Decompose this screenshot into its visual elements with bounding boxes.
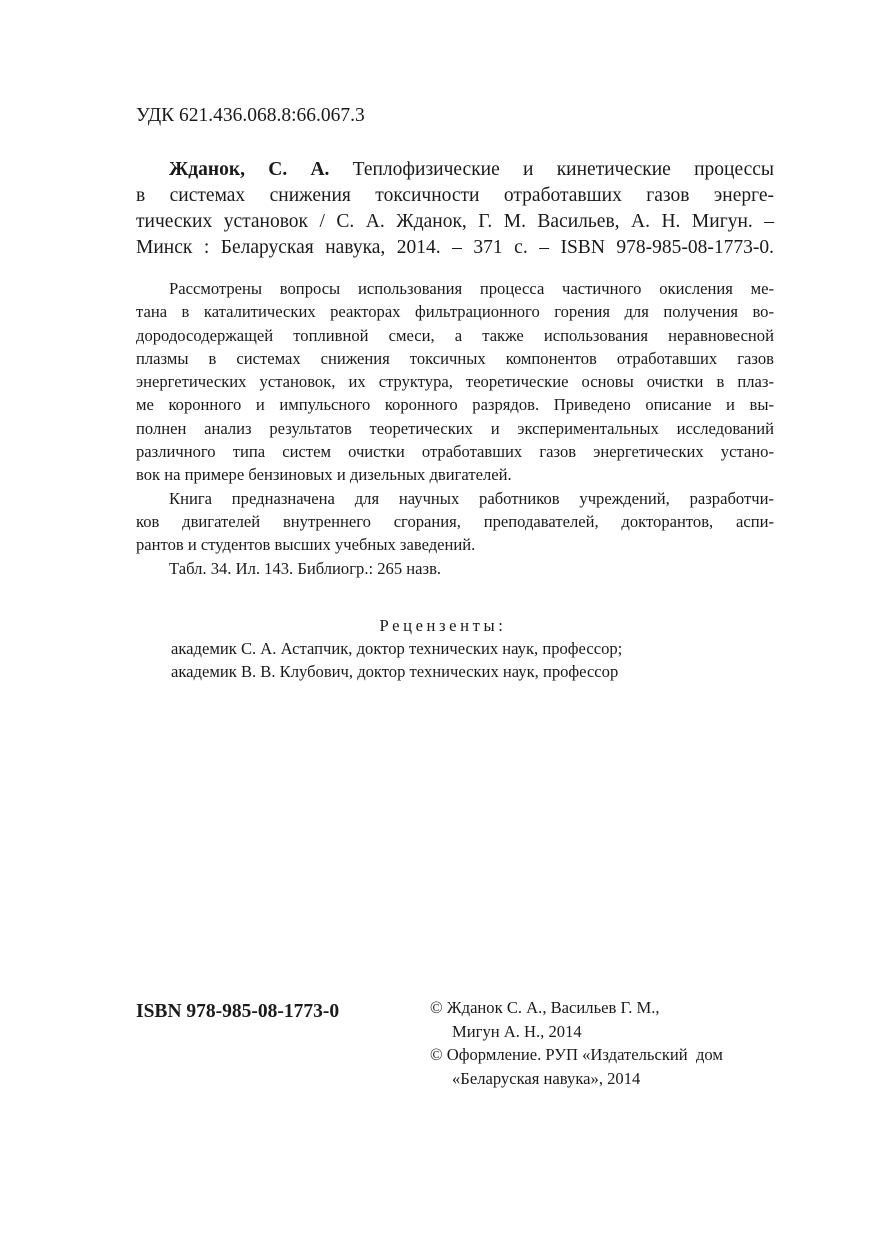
abstract xyxy=(136,277,774,580)
audience-line: ков двигателей внутреннего сгорания, преподавателей, докторантов, аспи- xyxy=(136,511,774,531)
bib-line-2: в системах снижения токсичности отработавших газов энерге- xyxy=(136,185,774,206)
reviewers-list xyxy=(171,637,622,683)
abstract-line: дородосодержащей топливной смеси, а также использования неравновесной xyxy=(136,325,774,345)
abstract-line: вок на примере бензиновых и дизельных двигателей. xyxy=(136,465,512,485)
abstract-line: Рассмотрены вопросы использования процесса частичного окисления ме- xyxy=(169,279,774,298)
abstract-line: тана в каталитических реакторах фильтрационного горения для получения во- xyxy=(136,302,774,322)
copyright-line: Мигун А. Н., 2014 xyxy=(452,1021,582,1041)
abstract-line: ме коронного и импульсного коронного разрядов. Приведено описание и вы- xyxy=(136,395,774,415)
abstract-line: различного типа систем очистки отработавших газов энергетических устано- xyxy=(136,442,774,462)
author-name: Жданок, С. А. xyxy=(169,159,330,180)
copyright-line: © Оформление. РУП «Издательский дом xyxy=(430,1045,723,1064)
bibliographic-record xyxy=(136,157,774,261)
audience-line: Книга предназначена для научных работников учреждений, разработчи- xyxy=(169,488,774,508)
abstract-line: полнен анализ результатов теоретических и экспериментальных исследований xyxy=(136,418,774,438)
audience-line: рантов и студентов высших учебных заведений. xyxy=(136,535,476,555)
reviewer-item: академик В. В. Клубович, доктор технических наук, профессор xyxy=(171,662,619,681)
reviewers-heading: Рецензенты: xyxy=(379,616,507,635)
copyright-line: © Жданок С. А., Васильев Г. М., xyxy=(430,998,660,1017)
copyright-block xyxy=(430,996,723,1090)
bib-line-3: тических установок / С. А. Жданок, Г. М. Васильев, А. Н. Мигун. – xyxy=(136,211,774,232)
book-title-start: Теплофизические и кинетические процессы xyxy=(329,159,774,180)
reviewer-item: академик С. А. Астапчик, доктор технических наук, профессор; xyxy=(171,639,623,658)
copyright-line: «Беларуская навука», 2014 xyxy=(452,1068,641,1088)
udk-code: УДК 621.436.068.8:66.067.3 xyxy=(136,105,365,126)
abstract-line: энергетических установок, их структура, теоретические основы очистки в плаз- xyxy=(136,372,774,392)
book-stats: Табл. 34. Ил. 143. Библиогр.: 265 назв. xyxy=(169,558,442,578)
bib-line-4: Минск : Беларуская навука, 2014. – 371 с. – ISBN 978-985-08-1773-0. xyxy=(136,237,774,258)
abstract-line: плазмы в системах снижения токсичных компонентов отработавших газов xyxy=(136,348,774,368)
bib-line-1 xyxy=(136,157,774,183)
isbn-number: ISBN 978-985-08-1773-0 xyxy=(136,1001,340,1022)
